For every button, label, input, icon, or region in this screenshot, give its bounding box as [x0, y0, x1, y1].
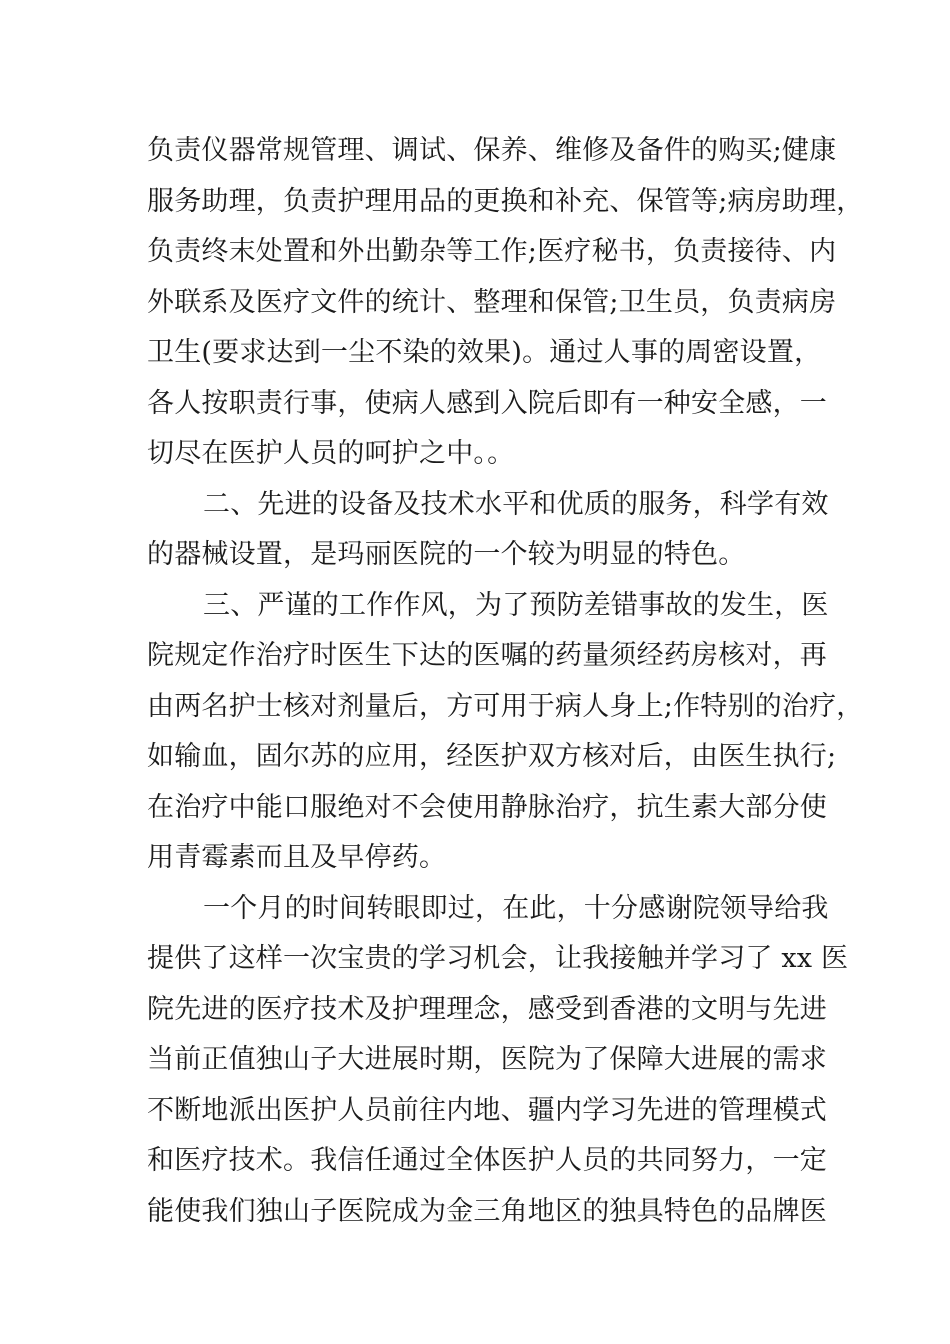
paragraph-start-line: 三、严谨的工作作风，为了预防差错事故的发生，医 [203, 589, 829, 621]
text-line: 由两名护士核对剂量后，方可用于病人身上;作特别的治疗， [147, 690, 864, 722]
text-line: 能使我们独山子医院成为金三角地区的独具特色的品牌医 [147, 1195, 827, 1227]
text-line: 服务助理，负责护理用品的更换和补充、保管等;病房助理， [147, 185, 864, 217]
text-line: 当前正值独山子大进展时期，医院为了保障大进展的需求 [147, 1044, 827, 1075]
text-line: 各人按职责行事，使病人感到入院后即有一种安全感，一 [147, 387, 827, 419]
text-line: 卫生(要求达到一尘不染的效果)。通过人事的周密设置， [147, 337, 822, 368]
text-line: 提供了这样一次宝贵的学习机会，让我接触并学习了 xx 医 [147, 943, 849, 974]
text-line: 负责终末处置和外出勤杂等工作;医疗秘书，负责接待、内 [147, 236, 837, 267]
text-line: 和医疗技术。我信任通过全体医护人员的共同努力，一定 [147, 1145, 827, 1176]
text-line: 负责仪器常规管理、调试、保养、维修及备件的购买;健康 [147, 135, 837, 166]
paragraph-start-line: 一个月的时间转眼即过，在此，十分感谢院领导给我 [203, 892, 829, 924]
document-body [147, 126, 864, 1237]
text-line: 切尽在医护人员的呵护之中。。 [147, 438, 515, 469]
text-line: 院规定作治疗时医生下达的医嘱的药量须经药房核对，再 [147, 640, 827, 671]
text-line: 在治疗中能口服绝对不会使用静脉治疗，抗生素大部分使 [147, 791, 827, 823]
text-line: 外联系及医疗文件的统计、整理和保管;卫生员，负责病房 [147, 286, 837, 318]
text-line: 不断地派出医护人员前往内地、疆内学习先进的管理模式 [147, 1094, 827, 1126]
text-line: 用青霉素而且及早停药。 [147, 842, 447, 873]
text-line: 如输血，固尔苏的应用，经医护双方核对后，由医生执行; [147, 741, 837, 772]
text-line: 院先进的医疗技术及护理理念，感受到香港的文明与先进 [147, 993, 827, 1025]
text-line: 的器械设置，是玛丽医院的一个较为明显的特色。 [147, 539, 746, 570]
paragraph-start-line: 二、先进的设备及技术水平和优质的服务，科学有效 [203, 488, 829, 520]
